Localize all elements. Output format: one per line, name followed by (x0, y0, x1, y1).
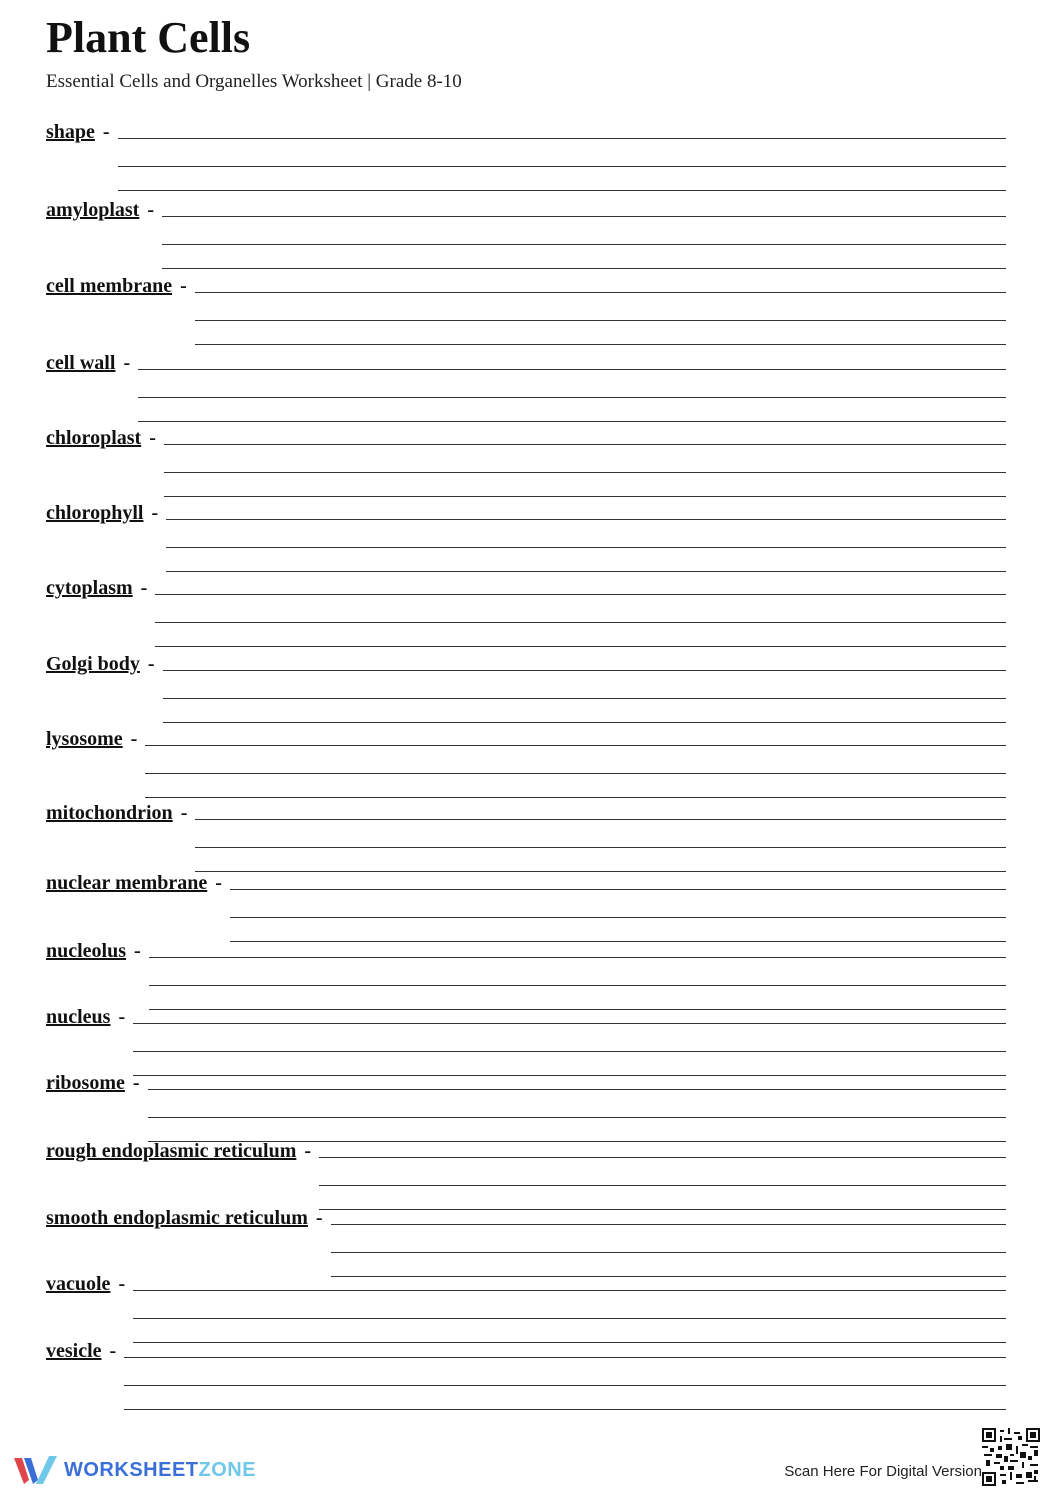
answer-line[interactable] (195, 320, 1006, 321)
answer-line[interactable] (138, 397, 1006, 398)
term-row (46, 800, 1006, 872)
answer-line[interactable] (166, 519, 1006, 520)
answer-line[interactable] (145, 745, 1006, 746)
w-logo-icon (14, 1454, 58, 1486)
term-label: nuclear membrane (46, 872, 208, 894)
answer-line[interactable] (164, 472, 1006, 473)
term-row (46, 1004, 1006, 1076)
answer-line[interactable] (162, 244, 1006, 245)
answer-line[interactable] (133, 1023, 1006, 1024)
term-row (46, 1070, 1006, 1142)
term-row (46, 425, 1006, 497)
term-row (46, 1205, 1006, 1277)
term-label: cell wall (46, 352, 116, 374)
logo-text-worksheet: WORKSHEET (64, 1458, 199, 1481)
term-label: vacuole (46, 1273, 111, 1295)
term-label: cell membrane (46, 275, 173, 297)
term-dash: - (123, 352, 131, 374)
term-row (46, 350, 1006, 422)
term-dash: - (180, 275, 187, 297)
term-dash: - (102, 121, 110, 143)
answer-line[interactable] (164, 444, 1006, 445)
term-label: chloroplast (46, 427, 142, 449)
answer-line[interactable] (145, 797, 1006, 798)
answer-line[interactable] (138, 421, 1006, 422)
answer-line[interactable] (166, 571, 1006, 572)
term-label: Golgi body (46, 653, 140, 675)
answer-line[interactable] (230, 889, 1006, 890)
answer-line[interactable] (195, 819, 1006, 820)
term-row (46, 651, 1006, 723)
term-dash: - (304, 1140, 312, 1162)
logo-text-zone: ZONE (198, 1458, 257, 1481)
answer-line[interactable] (230, 917, 1006, 918)
term-dash: - (130, 728, 138, 750)
term-row (46, 1338, 1006, 1410)
answer-line[interactable] (133, 1051, 1006, 1052)
term-dash: - (140, 577, 148, 599)
term-label: nucleolus (46, 940, 127, 962)
answer-line[interactable] (118, 190, 1006, 191)
term-dash: - (315, 1207, 323, 1229)
answer-line[interactable] (162, 268, 1006, 269)
answer-line[interactable] (195, 344, 1006, 345)
term-label: smooth endoplasmic reticulum (46, 1207, 308, 1229)
answer-line[interactable] (124, 1385, 1006, 1386)
term-label: lysosome (46, 728, 123, 750)
answer-line[interactable] (149, 985, 1006, 986)
answer-line[interactable] (148, 1117, 1006, 1118)
answer-line[interactable] (166, 547, 1006, 548)
answer-line[interactable] (118, 166, 1006, 167)
answer-line[interactable] (319, 1157, 1006, 1158)
term-dash: - (149, 427, 156, 449)
term-label: chlorophyll (46, 502, 144, 524)
term-dash: - (132, 1072, 140, 1094)
term-label: mitochondrion (46, 802, 173, 824)
answer-line[interactable] (148, 1089, 1006, 1090)
term-label: ribosome (46, 1072, 125, 1094)
term-dash: - (215, 872, 222, 894)
term-label: rough endoplasmic reticulum (46, 1140, 297, 1162)
answer-line[interactable] (195, 847, 1006, 848)
answer-line[interactable] (155, 622, 1006, 623)
answer-line[interactable] (164, 496, 1006, 497)
term-dash: - (134, 940, 141, 962)
answer-line[interactable] (331, 1252, 1006, 1253)
answer-line[interactable] (155, 594, 1006, 595)
term-row (46, 500, 1006, 572)
answer-line[interactable] (118, 138, 1006, 139)
answer-line[interactable] (319, 1185, 1006, 1186)
term-row (46, 575, 1006, 647)
term-label: shape (46, 121, 95, 143)
term-label: amyloplast (46, 199, 140, 221)
term-dash: - (118, 1006, 126, 1028)
term-dash: - (147, 199, 155, 221)
term-dash: - (147, 653, 155, 675)
answer-line[interactable] (162, 216, 1006, 217)
term-row (46, 1138, 1006, 1210)
term-label: vesicle (46, 1340, 102, 1362)
scan-caption: Scan Here For Digital Version (784, 1463, 982, 1480)
answer-line[interactable] (145, 773, 1006, 774)
answer-line[interactable] (133, 1290, 1006, 1291)
term-dash: - (109, 1340, 117, 1362)
worksheet-title: Plant Cells (46, 13, 251, 62)
worksheet-subtitle: Essential Cells and Organelles Worksheet | Grade 8-10 (46, 71, 462, 92)
answer-line[interactable] (133, 1318, 1006, 1319)
term-dash: - (180, 802, 188, 824)
term-dash: - (118, 1273, 126, 1295)
term-row (46, 726, 1006, 798)
qr-code-icon[interactable] (982, 1428, 1040, 1486)
term-row (46, 938, 1006, 1010)
answer-line[interactable] (124, 1409, 1006, 1410)
term-row (46, 870, 1006, 942)
term-row (46, 273, 1006, 345)
term-row (46, 197, 1006, 269)
answer-line[interactable] (163, 698, 1006, 699)
answer-line[interactable] (331, 1224, 1006, 1225)
term-row (46, 1271, 1006, 1343)
answer-line[interactable] (163, 722, 1006, 723)
answer-line[interactable] (124, 1357, 1006, 1358)
worksheetzone-logo (14, 1454, 256, 1486)
answer-line[interactable] (155, 646, 1006, 647)
term-row (46, 119, 1006, 191)
answer-line[interactable] (149, 957, 1006, 958)
answer-line[interactable] (195, 292, 1006, 293)
answer-line[interactable] (138, 369, 1006, 370)
term-dash: - (151, 502, 159, 524)
answer-line[interactable] (163, 670, 1006, 671)
term-label: nucleus (46, 1006, 111, 1028)
term-label: cytoplasm (46, 577, 133, 599)
